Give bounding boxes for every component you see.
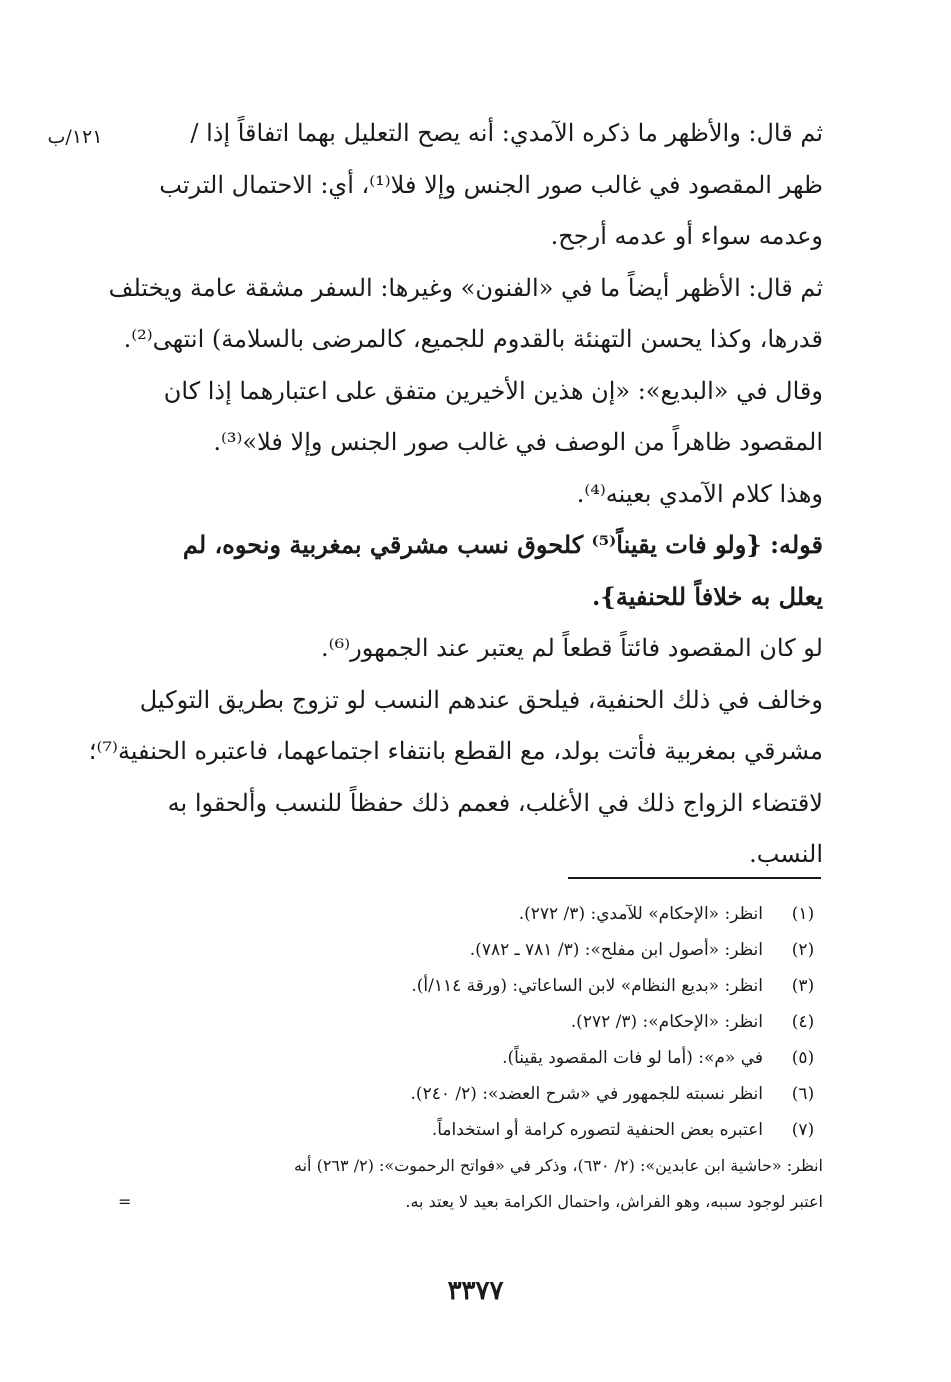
footnote-text: اعتبره بعض الحنفية لتصوره كرامة أو استخداماً. [431, 1120, 763, 1140]
text-line: المقصود ظاهراً من الوصف في غالب صور الجنس وإلا فلا»⁽³⁾. [213, 428, 823, 456]
footnote-number: (٤) [791, 1012, 815, 1032]
footnote [118, 1044, 823, 1080]
footnote [118, 936, 823, 972]
folio-margin-note: ١٢١/ب [47, 126, 103, 148]
footnote-number: (٣) [791, 976, 815, 996]
footnote-separator [568, 877, 821, 879]
footnote [118, 1116, 823, 1152]
text-line: وعدمه سواء أو عدمه أرجح. [550, 222, 823, 250]
text-line: ظهر المقصود في غالب صور الجنس وإلا فلا⁽¹⁾، أي: الاحتمال الترتب [159, 170, 823, 199]
footnote-text: انظر: «بديع النظام» لابن الساعاتي: (ورقة ١١٤/أ). [411, 976, 763, 996]
footnote-continuation-line [118, 1188, 823, 1224]
text-line: لو كان المقصود فائتاً قطعاً لم يعتبر عند الجمهور⁽⁶⁾. [321, 634, 823, 662]
footnote [118, 972, 823, 1008]
text-line: النسب. [749, 840, 823, 868]
text-line: لاقتضاء الزواج ذلك في الأغلب، فعمم ذلك حفظاً للنسب وألحقوا به [167, 788, 823, 817]
footnote-continuation-text: اعتبر لوجود سببه، وهو الفراش، واحتمال الكرامة بعيد لا يعتد به. [405, 1192, 823, 1211]
footnote-number: (٢) [791, 940, 815, 960]
continuation-mark: = [118, 1192, 132, 1211]
footnote-number: (٥) [791, 1048, 815, 1068]
footnote-number: (٧) [791, 1120, 815, 1140]
footnotes [118, 900, 823, 1224]
text-line: مشرقي بمغربية فأتت بولد، مع القطع بانتفاء اجتماعهما، فاعتبره الحنفية⁽⁷⁾؛ [88, 737, 823, 765]
text-line: ثم قال: والأظهر ما ذكره الآمدي: أنه يصح التعليل بهما اتفاقاً إذا / [190, 119, 823, 147]
footnote [118, 1080, 823, 1116]
footnote [118, 1008, 823, 1044]
text-line: وهذا كلام الآمدي بعينه⁽⁴⁾. [576, 479, 823, 508]
main-text [88, 118, 823, 891]
footnote-text: انظر: «الإحكام»: (٣/ ٢٧٢). [570, 1012, 763, 1032]
footnote-text: انظر: «الإحكام» للآمدي: (٣/ ٢٧٢). [518, 904, 763, 924]
matn-line: قوله: {ولو فات يقيناً⁽⁵⁾ كلحوق نسب مشرقي بمغربية ونحوه، لم [182, 530, 823, 559]
text-line: وقال في «البديع»: «إن هذين الأخيرين متفق على اعتبارهما إذا كان [163, 376, 823, 405]
matn-line: يعلل به خلافاً للحنفية}. [592, 581, 823, 611]
page-number: ٣٣٧٧ [447, 1276, 504, 1306]
footnote-text: انظر نسبته للجمهور في «شرح العضد»: (٢/ ٢٤٠). [410, 1084, 763, 1104]
footnote-text: انظر: «أصول ابن مفلح»: (٣/ ٧٨١ ـ ٧٨٢). [469, 940, 763, 960]
footnote-continuation-line: انظر: «حاشية ابن عابدين»: (٢/ ٦٣٠)، وذكر في «فواتح الرحموت»: (٢/ ٢٦٣) أنه [294, 1156, 823, 1175]
text-line: ثم قال: الأظهر أيضاً ما في «الفنون» وغيرها: السفر مشقة عامة ويختلف [108, 273, 823, 302]
text-line: وخالف في ذلك الحنفية، فيلحق عندهم النسب لو تزوج بطريق التوكيل [139, 685, 823, 714]
footnote-number: (٦) [791, 1084, 815, 1104]
text-line: قدرها، وكذا يحسن التهنئة بالقدوم للجميع، كالمرضى بالسلامة) انتهى⁽²⁾. [123, 325, 823, 353]
footnote-text: في «م»: (أما لو فات المقصود يقيناً). [502, 1048, 763, 1068]
footnote [118, 900, 823, 936]
footnote-number: (١) [791, 904, 815, 924]
